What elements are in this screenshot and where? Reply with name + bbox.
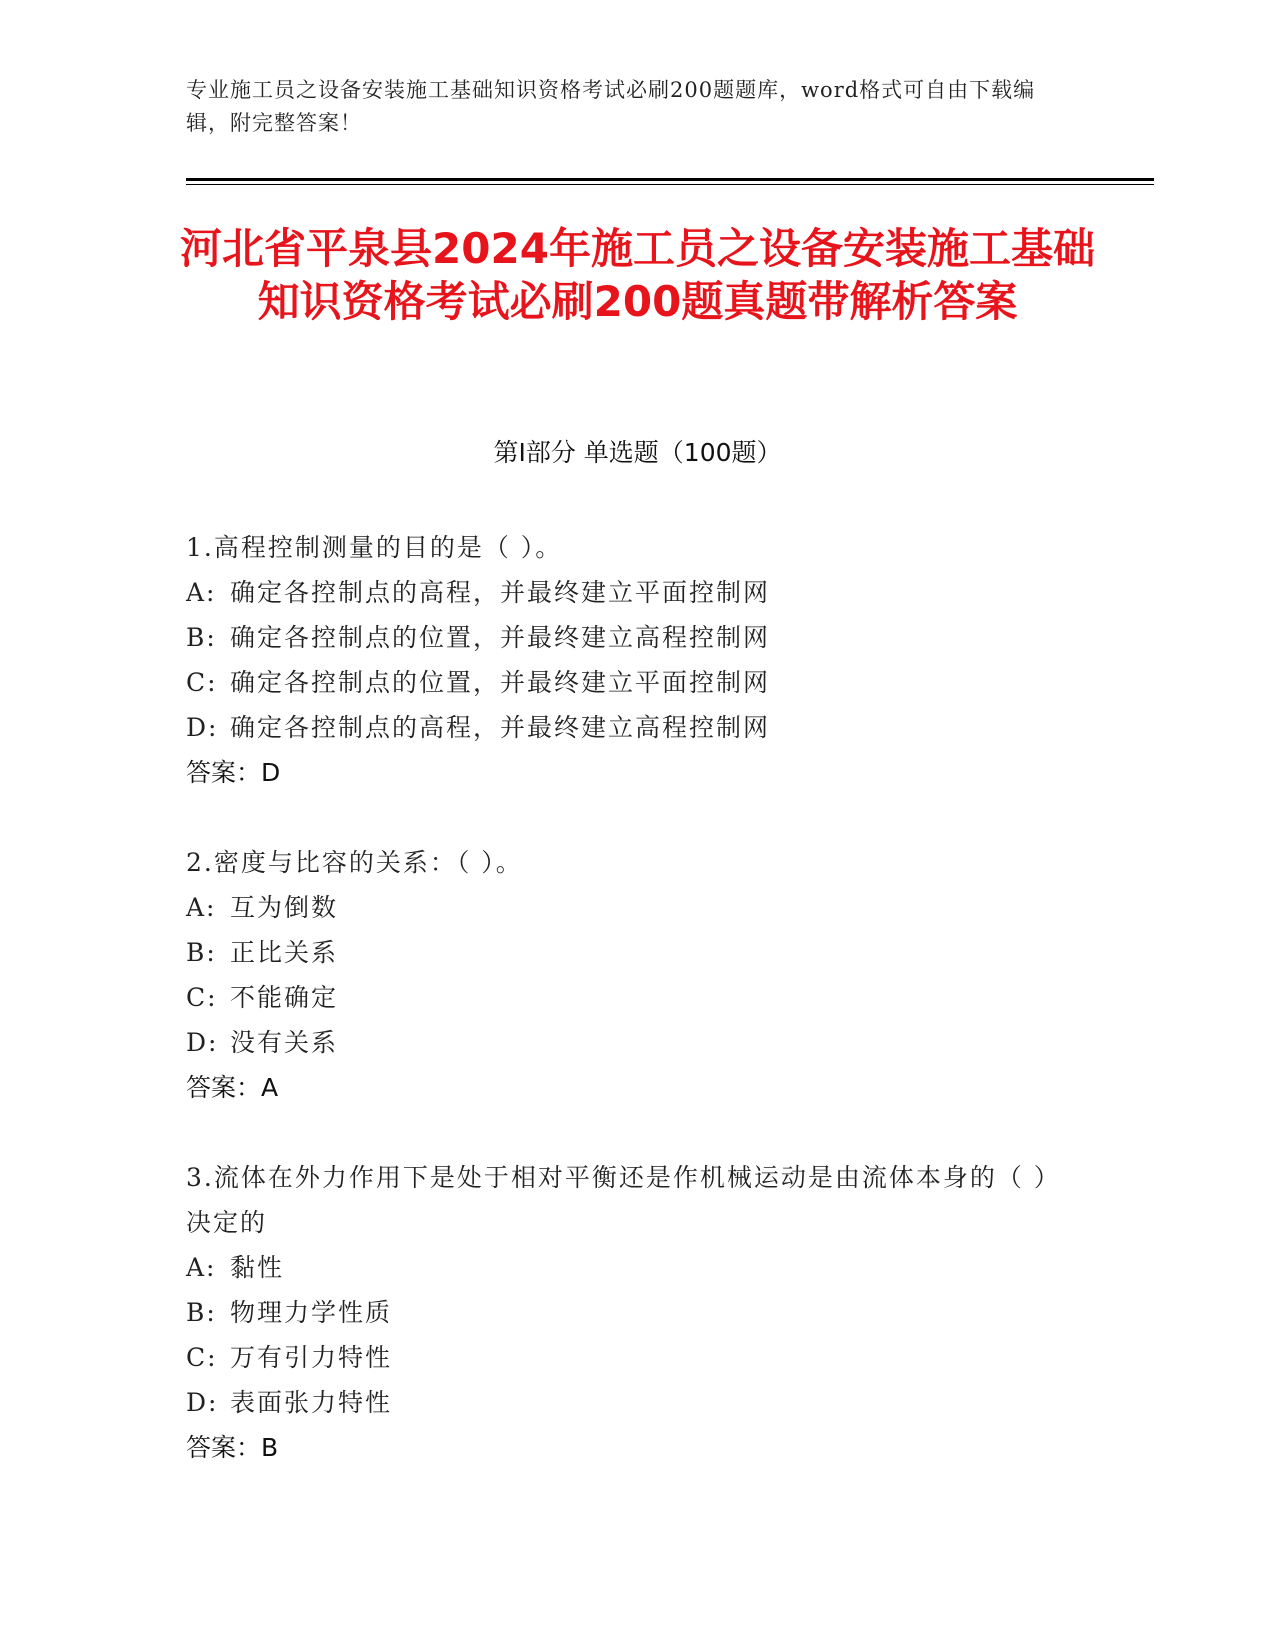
answer-line: 答案：D <box>186 758 281 787</box>
option-b <box>186 615 1086 660</box>
option-c <box>186 975 1086 1020</box>
header-rule-thin <box>186 184 1154 185</box>
option-text: 确定各控制点的高程，并最终建立平面控制网 <box>230 578 771 607</box>
question-1 <box>186 525 1086 795</box>
option-key: B: <box>186 1298 217 1327</box>
option-key: C: <box>186 668 218 697</box>
option-text: 确定各控制点的位置，并最终建立平面控制网 <box>230 668 771 697</box>
option-a <box>186 1245 1086 1290</box>
option-key: B: <box>186 938 217 967</box>
option-key: C: <box>186 1343 218 1372</box>
option-key: C: <box>186 983 218 1012</box>
option-a <box>186 885 1086 930</box>
option-text: 物理力学性质 <box>230 1298 393 1327</box>
option-d <box>186 1380 1086 1425</box>
question-stem: 2.密度与比容的关系：（ ）。 <box>186 848 523 877</box>
option-d <box>186 1020 1086 1065</box>
header-rule-thick <box>186 178 1154 181</box>
option-text: 表面张力特性 <box>230 1388 393 1417</box>
section-heading: 第Ⅰ部分 单选题（100题） <box>493 438 782 467</box>
option-c <box>186 1335 1086 1380</box>
option-a <box>186 570 1086 615</box>
option-b <box>186 930 1086 975</box>
option-text: 黏性 <box>230 1253 285 1282</box>
answer-line: 答案：A <box>186 1073 279 1102</box>
option-text: 正比关系 <box>230 938 339 967</box>
option-text: 互为倒数 <box>230 893 339 922</box>
question-stem: 3.流体在外力作用下是处于相对平衡还是作机械运动是由流体本身的（ ）决定的 <box>186 1163 1061 1237</box>
option-d <box>186 705 1086 750</box>
option-key: D: <box>186 713 219 742</box>
option-key: A: <box>186 1253 217 1282</box>
question-list <box>186 525 1086 1470</box>
option-text: 确定各控制点的高程，并最终建立高程控制网 <box>230 713 771 742</box>
answer-line: 答案：B <box>186 1433 279 1462</box>
option-key: D: <box>186 1388 219 1417</box>
option-b <box>186 1290 1086 1335</box>
question-2 <box>186 840 1086 1110</box>
option-key: D: <box>186 1028 219 1057</box>
header-note: 专业施工员之设备安装施工基础知识资格考试必刷200题题库，word格式可自由下载编辑，附完整答案！ <box>186 78 1036 135</box>
option-text: 确定各控制点的位置，并最终建立高程控制网 <box>230 623 771 652</box>
option-key: A: <box>186 578 217 607</box>
question-gap <box>186 1110 1086 1155</box>
option-c <box>186 660 1086 705</box>
document-title: 河北省平泉县2024年施工员之设备安装施工基础知识资格考试必刷200题真题带解析答案 <box>180 224 1095 326</box>
option-text: 不能确定 <box>230 983 339 1012</box>
question-stem: 1.高程控制测量的目的是（ ）。 <box>186 533 563 562</box>
option-key: B: <box>186 623 217 652</box>
option-text: 没有关系 <box>230 1028 339 1057</box>
question-gap <box>186 795 1086 840</box>
question-3 <box>186 1155 1086 1470</box>
option-key: A: <box>186 893 217 922</box>
option-text: 万有引力特性 <box>230 1343 393 1372</box>
